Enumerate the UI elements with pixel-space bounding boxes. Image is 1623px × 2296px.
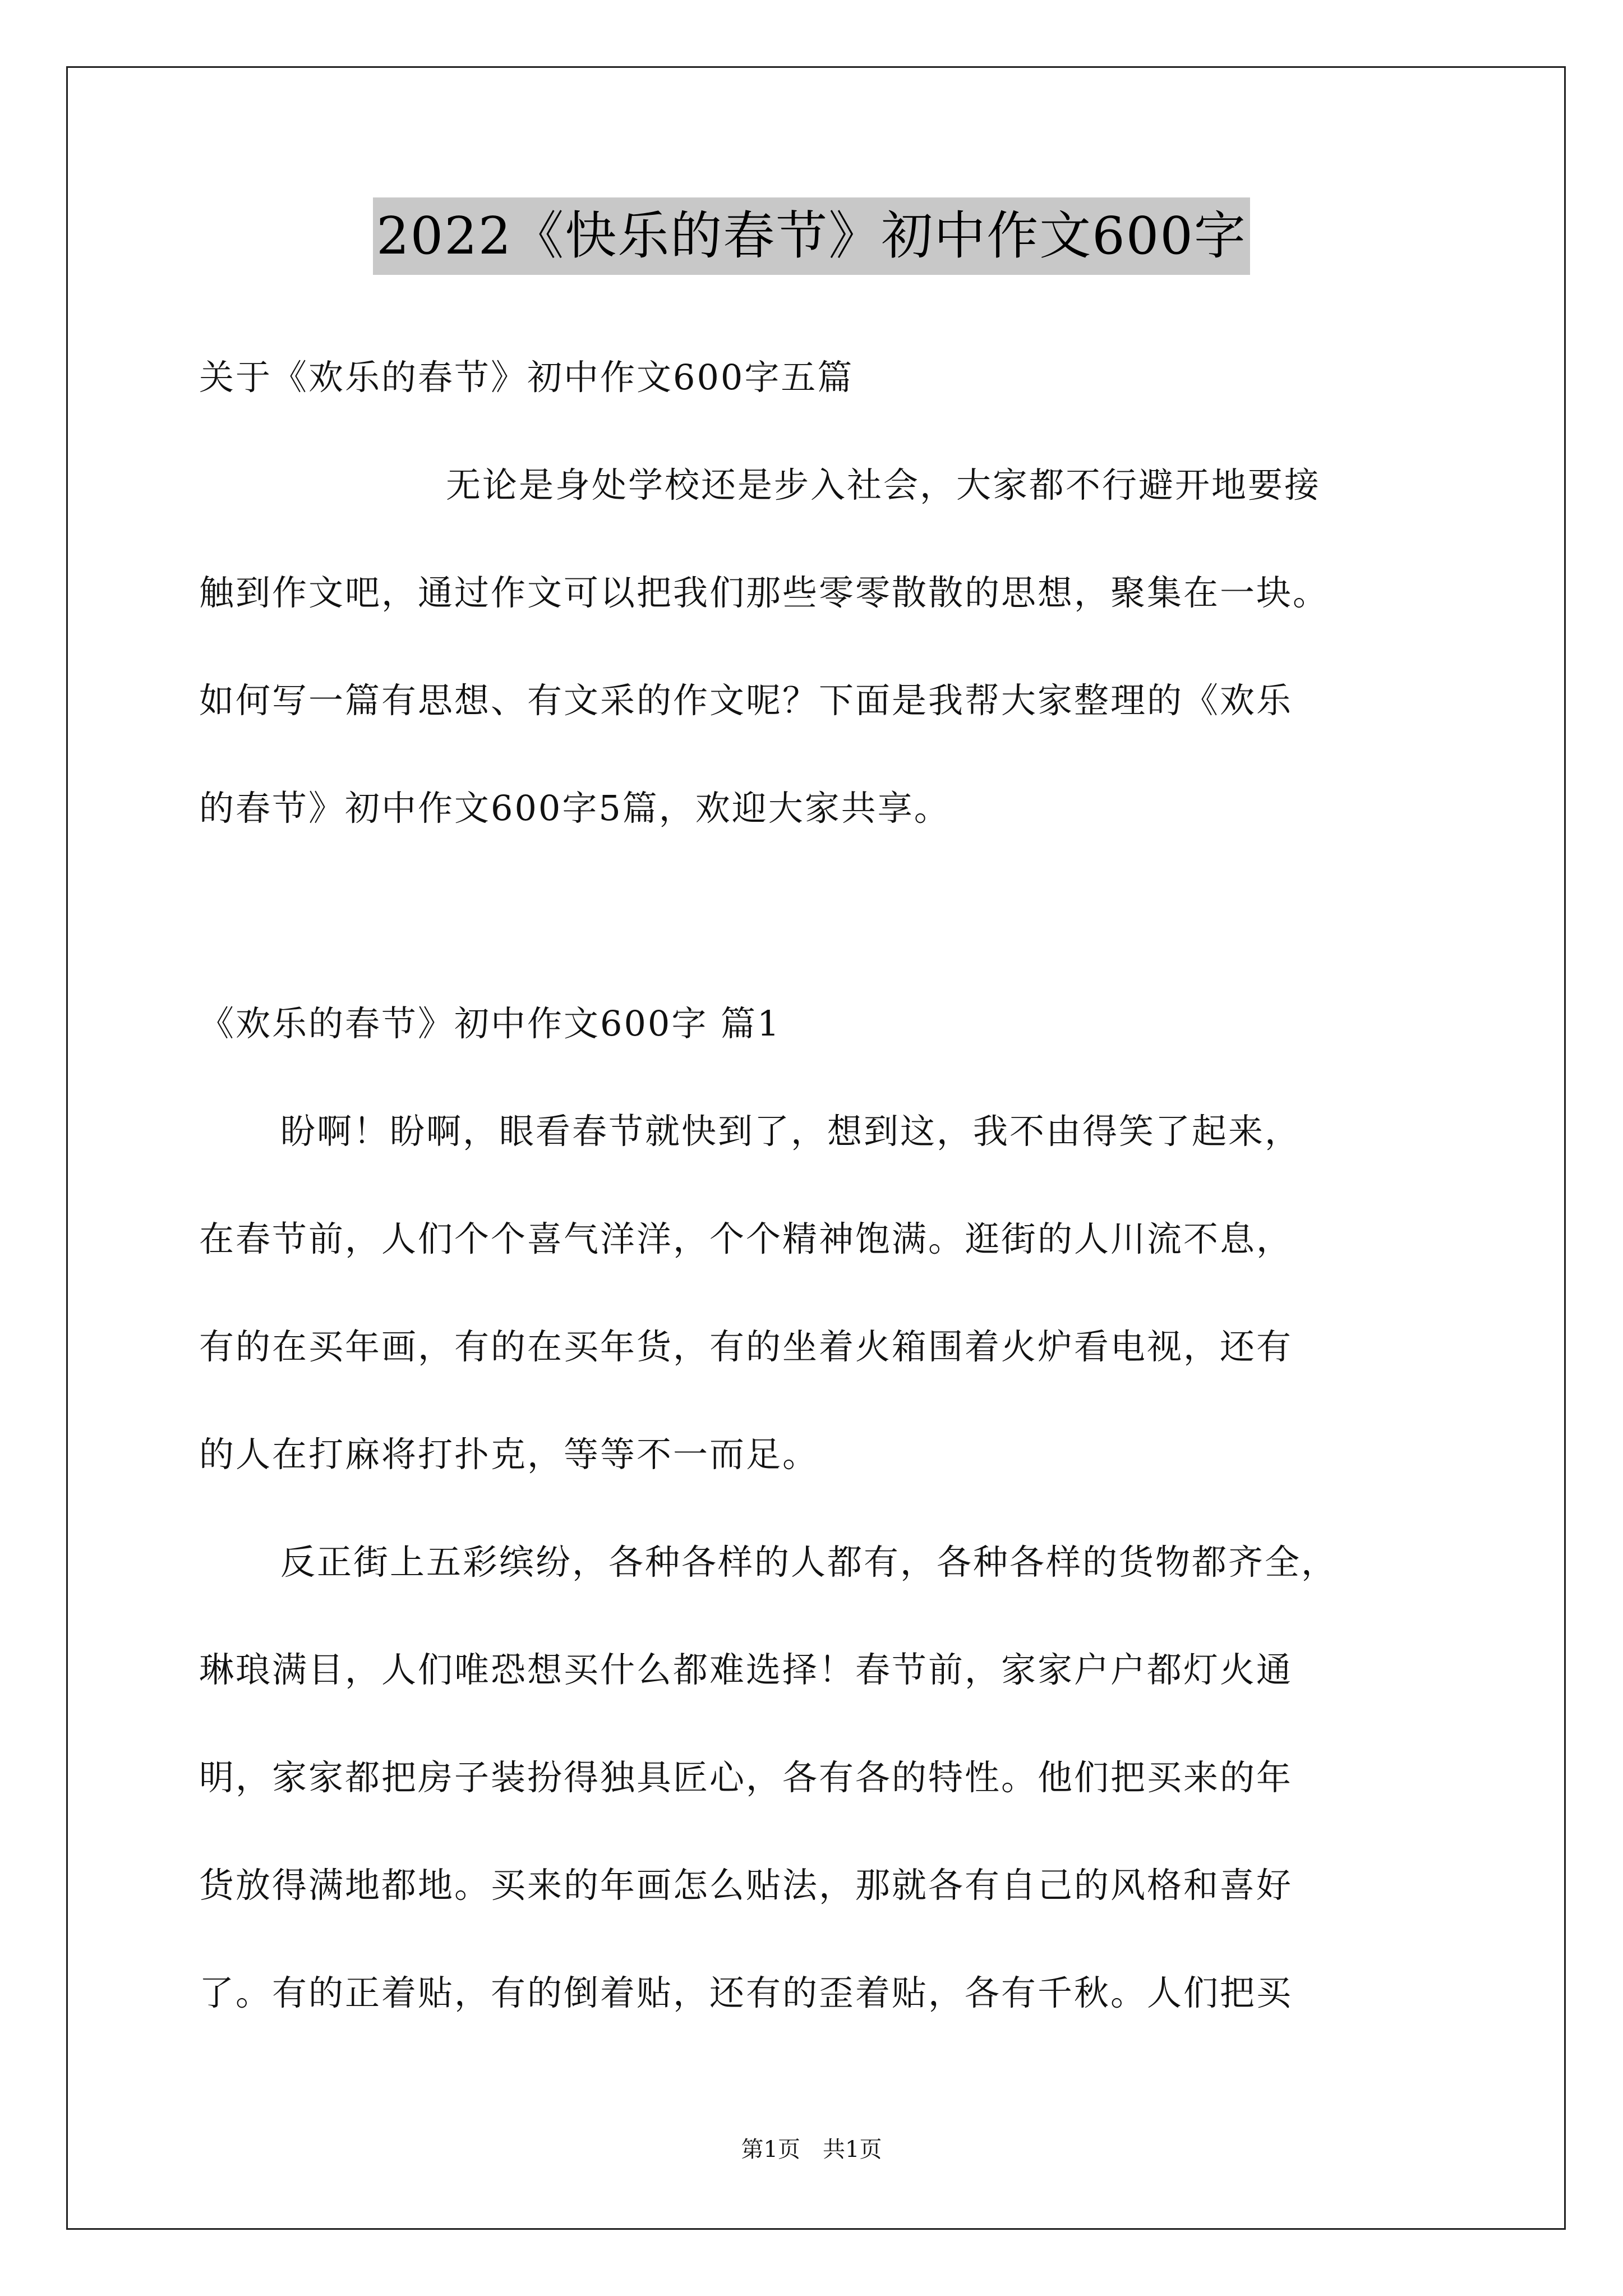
intro-line-2: 触到作文吧，通过作文可以把我们那些零零散散的思想，聚集在一块。 (199, 572, 1330, 613)
paragraph1-line-1: 盼啊！盼啊，眼看春节就快到了，想到这，我不由得笑了起来， (280, 1111, 1302, 1152)
paragraph1-line-2: 在春节前，人们个个喜气洋洋，个个精神饱满。逛街的人川流不息， (199, 1218, 1293, 1259)
title-container (0, 197, 1623, 275)
paragraph2-line-2: 琳琅满目，人们唯恐想买什么都难选择！春节前，家家户户都灯火通 (199, 1649, 1293, 1690)
paragraph2-line-1: 反正街上五彩缤纷，各种各样的人都有，各种各样的货物都齐全， (280, 1542, 1338, 1582)
document-subtitle: 关于《欢乐的春节》初中作文600字五篇 (199, 357, 854, 398)
paragraph2-line-4: 货放得满地都地。买来的年画怎么贴法，那就各有自己的风格和喜好 (199, 1865, 1293, 1906)
page-number-current: 第1页 (741, 2137, 800, 2162)
section-heading: 《欢乐的春节》初中作文600字 篇1 (199, 1003, 781, 1044)
paragraph2-line-3: 明，家家都把房子装扮得独具匠心，各有各的特性。他们把买来的年 (199, 1757, 1293, 1798)
document-title: 2022《快乐的春节》初中作文600字 (373, 197, 1250, 275)
page-number-total: 共1页 (823, 2137, 882, 2162)
page-footer (0, 2134, 1623, 2165)
intro-line-4: 的春节》初中作文600字5篇，欢迎大家共享。 (199, 788, 951, 829)
paragraph1-line-4: 的人在打麻将打扑克，等等不一而足。 (199, 1434, 819, 1475)
intro-line-1: 无论是身处学校还是步入社会，大家都不行避开地要接 (446, 464, 1321, 505)
paragraph2-line-5: 了。有的正着贴，有的倒着贴，还有的歪着贴，各有千秋。人们把买 (199, 1972, 1293, 2013)
paragraph1-line-3: 有的在买年画，有的在买年货，有的坐着火箱围着火炉看电视，还有 (199, 1326, 1293, 1367)
intro-line-3: 如何写一篇有思想、有文采的作文呢？下面是我帮大家整理的《欢乐 (199, 680, 1293, 721)
